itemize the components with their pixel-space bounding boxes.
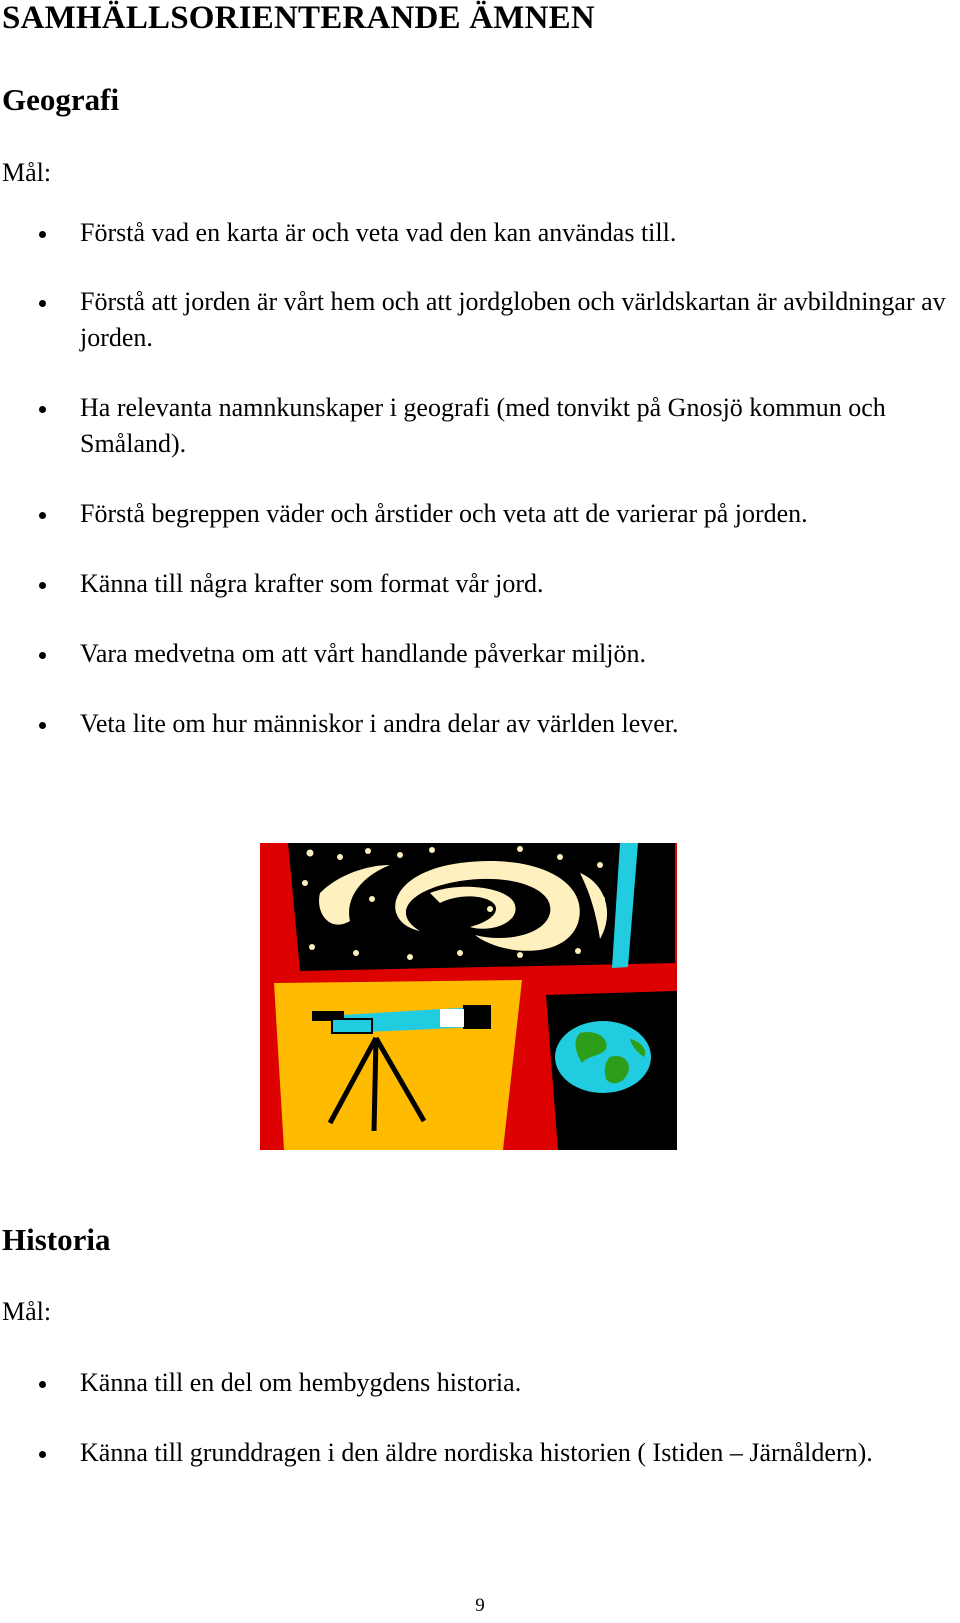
- goal-item: [0, 215, 950, 251]
- historia-goals-list: [0, 1365, 950, 1471]
- goal-text: Vara medvetna om att vårt handlande påverkar miljön.: [80, 639, 647, 668]
- bullet-icon: [39, 722, 46, 729]
- bullet-icon: [39, 652, 46, 659]
- bullet-icon: [39, 406, 46, 413]
- geografi-goals-list: [0, 215, 950, 742]
- bullet-icon: [39, 300, 46, 307]
- goal-text: Förstå begreppen väder och årstider och veta att de varierar på jorden.: [80, 499, 808, 528]
- geografi-goals-label: Mål:: [2, 158, 52, 187]
- goal-item: [0, 496, 950, 532]
- goal-text: Veta lite om hur människor i andra delar av världen lever.: [80, 709, 679, 738]
- geografi-heading: Geografi: [2, 82, 120, 117]
- goal-text: Känna till några krafter som format vår jord.: [80, 569, 544, 598]
- goal-item: [0, 706, 950, 742]
- goal-item: [0, 1365, 950, 1401]
- bullet-icon: [39, 1381, 46, 1388]
- section-title: SAMHÄLLSORIENTERANDE ÄMNEN: [2, 0, 595, 36]
- astronomy-clipart: [260, 843, 677, 1150]
- goal-text: Ha relevanta namnkunskaper i geografi (med tonvikt på Gnosjö kommun och Småland).: [80, 393, 886, 458]
- goal-item: [0, 566, 950, 602]
- globe-icon: [546, 991, 677, 1150]
- goal-item: [0, 390, 950, 462]
- page-number: 9: [475, 1595, 485, 1616]
- goal-text: Förstå att jorden är vårt hem och att jordgloben och världskartan är avbildningar av jorden.: [80, 287, 946, 352]
- bullet-icon: [39, 512, 46, 519]
- bullet-icon: [39, 1451, 46, 1458]
- goal-item: [0, 284, 950, 356]
- bullet-icon: [39, 231, 46, 238]
- goal-text: Känna till grunddragen i den äldre nordiska historien ( Istiden – Järnåldern).: [80, 1438, 873, 1467]
- goal-text: Förstå vad en karta är och veta vad den kan användas till.: [80, 218, 677, 247]
- telescope-icon: [274, 980, 522, 1150]
- goal-item: [0, 1435, 950, 1471]
- goal-item: [0, 636, 950, 672]
- goal-text: Känna till en del om hembygdens historia.: [80, 1368, 522, 1397]
- historia-heading: Historia: [2, 1222, 111, 1257]
- historia-goals-label: Mål:: [2, 1297, 52, 1326]
- bullet-icon: [39, 582, 46, 589]
- galaxy-icon: [288, 843, 675, 971]
